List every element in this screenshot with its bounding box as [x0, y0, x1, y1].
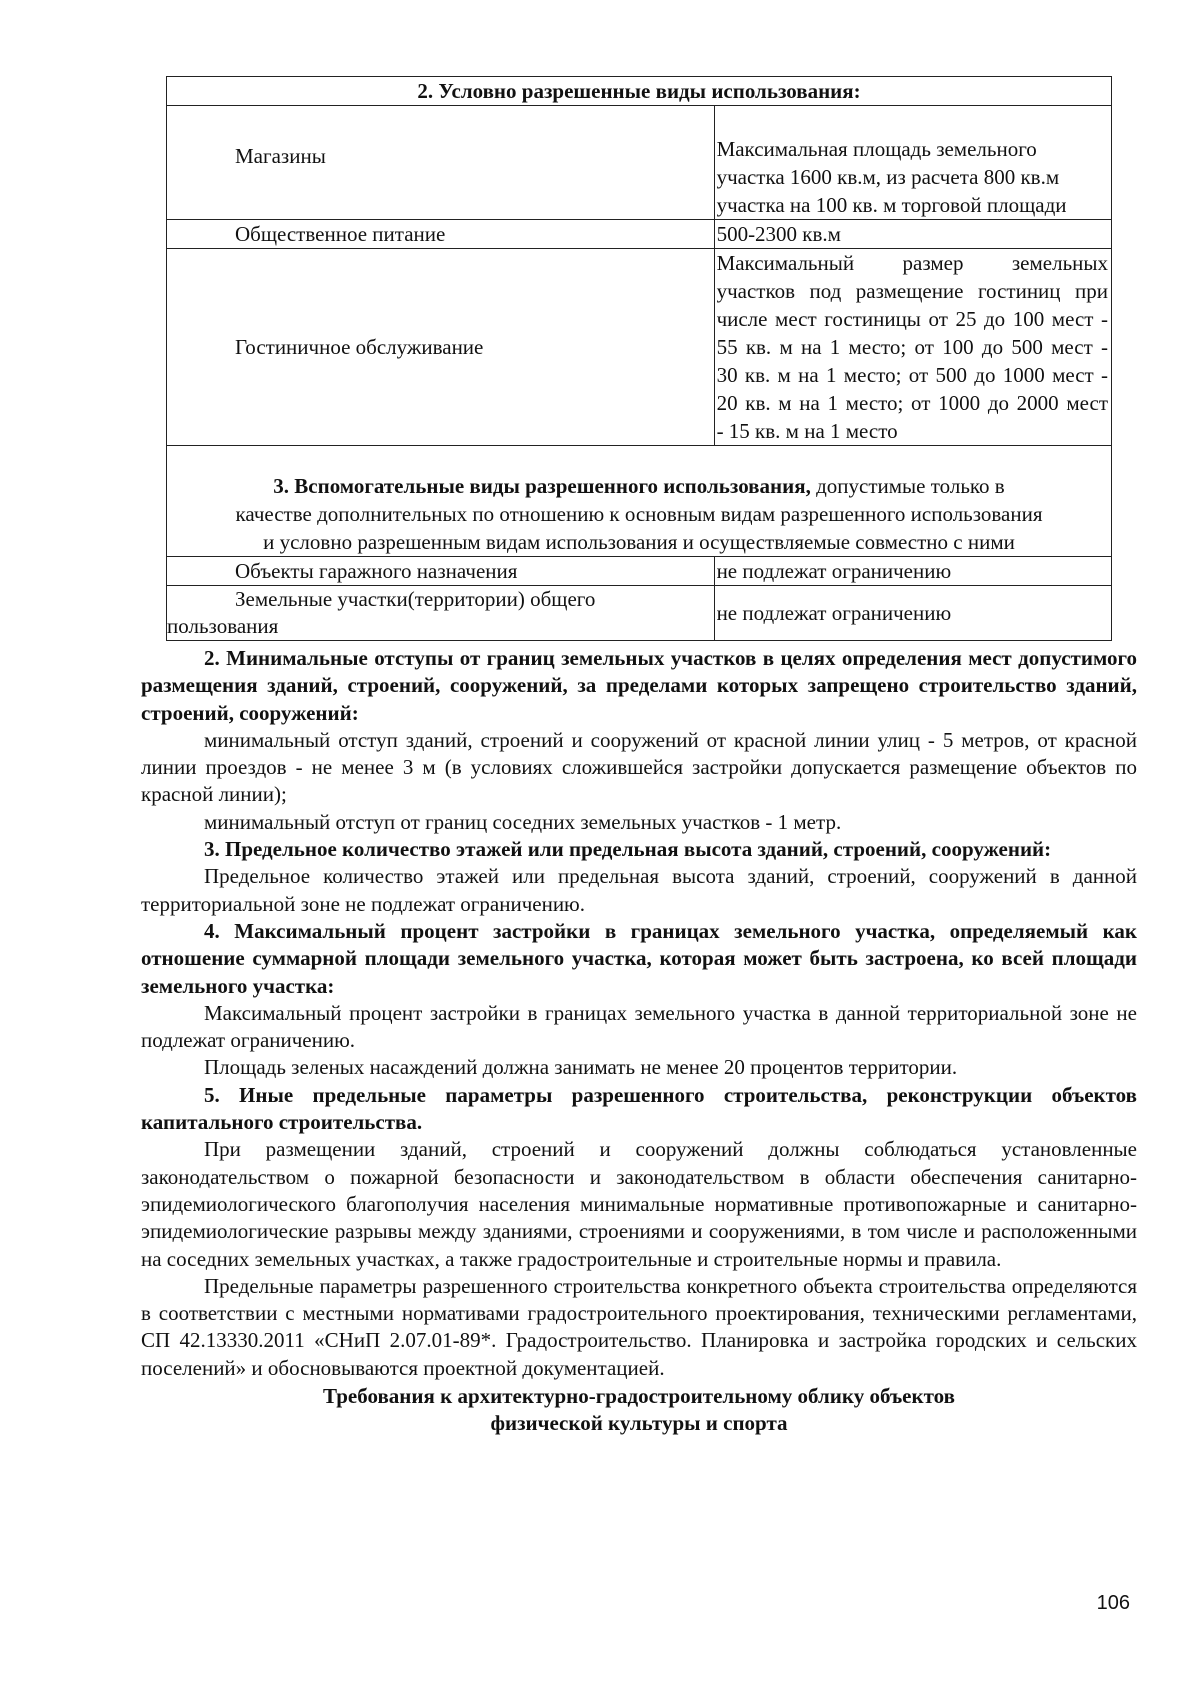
paragraph: При размещении зданий, строений и сооружений должны соблюдаться установленные законодательством о пожарной безопасности и законодательством в области обеспечения санитарно-эпидемиологического благополучия населения минимальные нормативные противопожарные и санитарно-эпидемиологические разрывы между зданиями, строениями и сооружениями, в том числе и расположенными на соседних земельных участках, а также градостроительные и строительные нормы и правила.	[141, 1137, 1137, 1271]
table-row	[167, 586, 1112, 641]
heading-other-params: 5. Иные предельные параметры разрешенного строительства, реконструкции объектов капитального строительства.	[141, 1082, 1137, 1135]
heading-coverage: 4. Максимальный процент застройки в границах земельного участка, определяемый как отношение суммарной площади земельного участка, которая может быть застроена, ко всей площади земельного участка:	[141, 918, 1137, 998]
garage-value: не подлежат ограничению	[714, 557, 1111, 586]
table-row	[167, 106, 1112, 220]
common-areas-value: не подлежат ограничению	[714, 586, 1111, 641]
paragraph: минимальный отступ от границ соседних земельных участков - 1 метр.	[204, 809, 842, 834]
section-title: Требования к архитектурно-градостроительному облику объектов физической культуры и спорта	[323, 1384, 955, 1436]
table-row	[167, 77, 1112, 106]
section3-header: 3. Вспомогательные виды разрешенного использования, допустимые только в качестве дополнительных по отношению к основным видам разрешенного использования и условно разрешенным видам использования и осуществляемые совместно с ними	[167, 446, 1112, 557]
table-row	[167, 446, 1112, 557]
paragraph: Максимальный процент застройки в границах земельного участка в данной территориальной зоне не подлежат ограничению.	[141, 1000, 1137, 1053]
garage-label: Объекты гаражного назначения	[167, 557, 715, 586]
table-row	[167, 220, 1112, 249]
paragraph: Предельное количество этажей или предельная высота зданий, строений, сооружений в данной территориальной зоне не подлежат ограничению.	[141, 864, 1137, 916]
catering-value: 500-2300 кв.м	[714, 220, 1111, 249]
table-row	[167, 249, 1112, 446]
hotel-label: Гостиничное обслуживание	[167, 249, 715, 446]
paragraph: минимальный отступ зданий, строений и сооружений от красной линии улиц - 5 метров, от красной линии проездов - не менее 3 м (в условиях сложившейся застройки допускается размещение объектов по красной линии);	[141, 727, 1137, 807]
paragraph: Предельные параметры разрешенного строительства конкретного объекта строительства определяются в соответствии с местными нормативами градостроительного проектирования, техническими регламентами, СП 42.13330.2011 «СНиП 2.07.01-89*. Градостроительство. Планировка и застройка городских и сельских поселений» и обосновываются проектной документацией.	[141, 1273, 1137, 1380]
land-use-table	[166, 76, 1112, 641]
page-number: 106	[1096, 1592, 1130, 1614]
heading-setbacks: 2. Минимальные отступы от границ земельных участков в целях определения мест допустимого размещения зданий, строений, сооружений, за пределами которых запрещено строительство зданий, строений, сооружений:	[141, 646, 1137, 725]
paragraph: Площадь зеленых насаждений должна занимать не менее 20 процентов территории.	[204, 1055, 958, 1080]
section2-header: 2. Условно разрешенные виды использования:	[167, 77, 1112, 106]
heading-floors: 3. Предельное количество этажей или предельная высота зданий, строений, сооружений:	[204, 837, 1052, 862]
hotel-value: Максимальный размер земельных участков под размещение гостиниц при числе мест гостиницы от 25 до 100 мест - 55 кв. м на 1 место; от 100 до 500 мест - 30 кв. м на 1 место; от 500 до 1000 мест - 20 кв. м на 1 место; от 1000 до 2000 мест - 15 кв. м на 1 место	[714, 249, 1111, 446]
shops-label: Магазины	[167, 106, 715, 220]
catering-label: Общественное питание	[167, 220, 715, 249]
document-body	[141, 645, 1137, 1438]
common-areas-label: Земельные участки(территории) общего пользования	[167, 586, 715, 641]
shops-value: Максимальная площадь земельного участка 1600 кв.м, из расчета 800 кв.м участка на 100 кв. м торговой площади	[714, 106, 1111, 220]
table-row	[167, 557, 1112, 586]
